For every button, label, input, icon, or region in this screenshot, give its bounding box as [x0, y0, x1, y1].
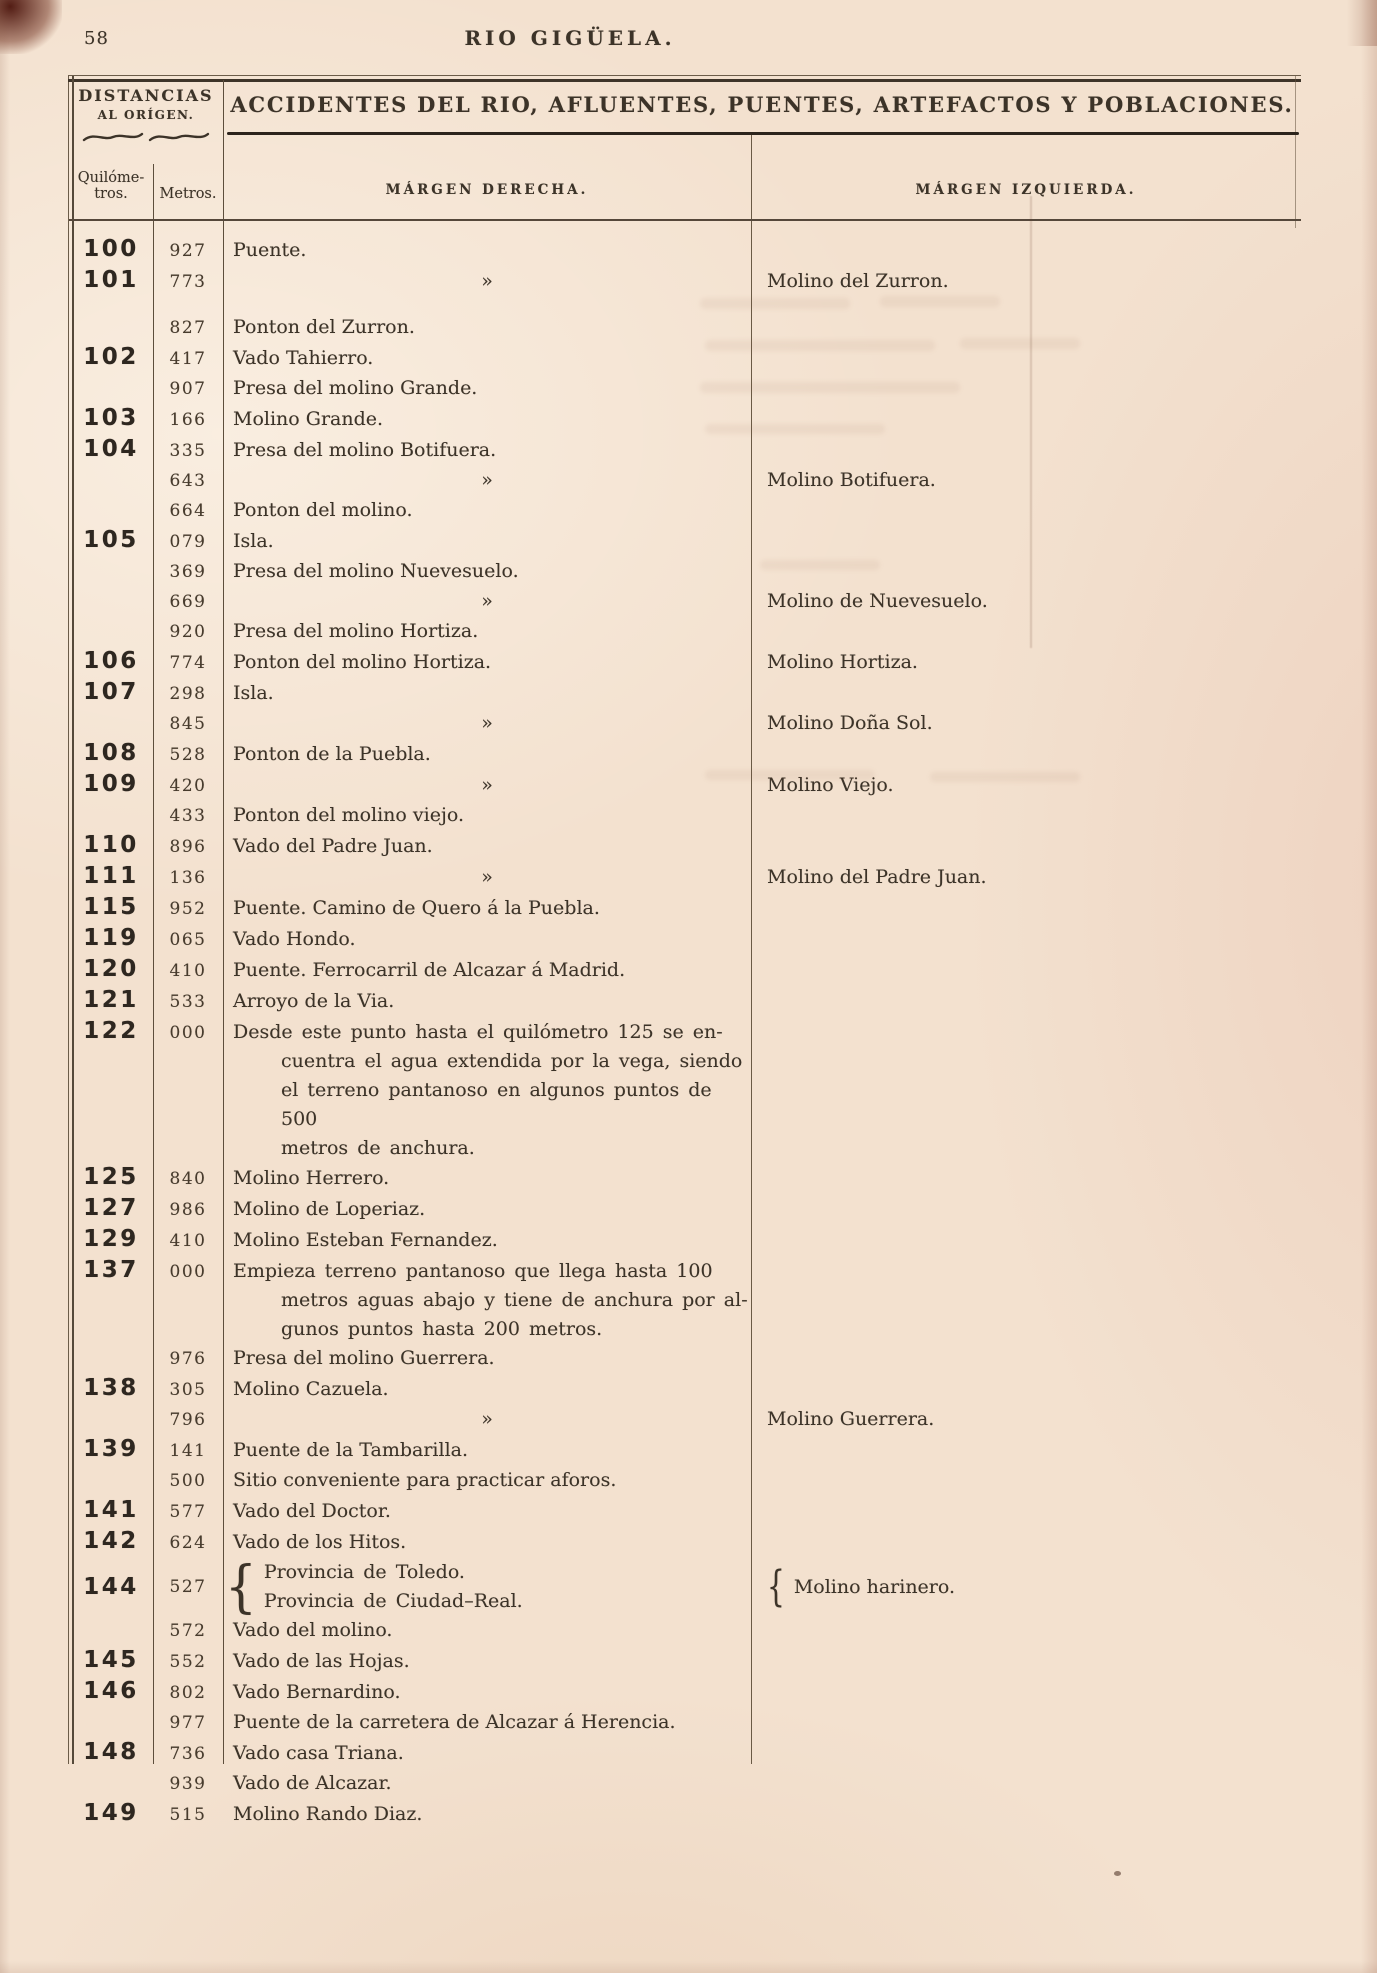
margin-right-entry — [223, 709, 751, 738]
margin-right-entry: Ponton del molino. — [233, 499, 413, 521]
metros-value: 417 — [169, 349, 207, 369]
page-edge-shadow-left — [0, 0, 10, 1973]
margin-right-entry: Ponton del molino Hortiza. — [233, 651, 492, 673]
page-edge-shadow-right — [1361, 0, 1377, 1973]
km-value: 137 — [83, 1257, 139, 1283]
margin-right-entry: Presa del molino Botifuera. — [233, 439, 497, 461]
table-row — [69, 1799, 1301, 1830]
margin-right-entry: Ponton de la Puebla. — [233, 743, 431, 765]
metros-value: 802 — [169, 1683, 207, 1703]
table-row — [69, 955, 1301, 986]
table-row — [69, 404, 1301, 435]
margin-right-entry: Presa del molino Nuevesuelo. — [233, 560, 519, 582]
margin-right-entry: Vado de las Hojas. — [233, 1650, 410, 1672]
metros-value: 572 — [169, 1621, 207, 1641]
distances-header — [69, 86, 223, 143]
km-value: 110 — [83, 832, 139, 858]
margin-right-entry: Vado de Alcazar. — [233, 1772, 392, 1794]
entry-line: metros de anchura. — [281, 1137, 475, 1159]
entry-text: Molino del Zurron. — [767, 270, 949, 292]
table-row — [69, 1256, 1301, 1344]
margin-left-entry — [751, 1561, 1301, 1611]
metros-value: 664 — [169, 501, 207, 521]
page-edge-shadow-bottom — [0, 1961, 1377, 1973]
metros-value: 420 — [169, 776, 207, 796]
km-value: 146 — [83, 1678, 139, 1704]
km-value: 145 — [83, 1647, 139, 1673]
metros-value: 552 — [169, 1652, 207, 1672]
km-value: 119 — [83, 925, 139, 951]
column-headers — [69, 168, 1301, 219]
heavy-header-rule — [227, 132, 1299, 135]
km-value: 101 — [83, 267, 139, 293]
table-row — [69, 343, 1301, 374]
km-value: 148 — [83, 1739, 139, 1765]
table-row — [69, 435, 1301, 466]
table-row — [69, 1646, 1301, 1677]
km-value: 142 — [83, 1528, 139, 1554]
km-value: 106 — [83, 648, 139, 674]
margin-right-entry: Vado de los Hitos. — [233, 1531, 407, 1553]
metros-value: 669 — [169, 592, 207, 612]
table-row — [69, 1496, 1301, 1527]
margin-right-entry — [223, 1554, 751, 1620]
ditto-mark: » — [481, 866, 493, 888]
margin-right-entry — [223, 863, 751, 892]
margin-left-entry — [751, 648, 1301, 677]
table-row — [69, 1163, 1301, 1194]
entry-text: Molino Doña Sol. — [767, 712, 933, 734]
ditto-mark: » — [481, 469, 493, 491]
table-row — [69, 831, 1301, 862]
metros-value: 335 — [169, 441, 207, 461]
margin-right-entry: Ponton del Zurron. — [233, 316, 415, 338]
table-row — [69, 739, 1301, 770]
km-value: 120 — [83, 956, 139, 982]
margin-left-entry — [751, 863, 1301, 892]
col-header-kilometres-line2: tros. — [94, 186, 128, 202]
table-row — [69, 313, 1301, 343]
km-value: 138 — [83, 1375, 139, 1401]
metros-value: 298 — [169, 684, 207, 704]
margin-right-entry: Molino Herrero. — [233, 1167, 390, 1189]
margin-right-entry: Puente. Camino de Quero á la Puebla. — [233, 897, 600, 919]
metros-value: 500 — [169, 1471, 207, 1491]
margin-right-entry: Molino de Loperiaz. — [233, 1198, 426, 1220]
km-value: 125 — [83, 1164, 139, 1190]
margin-right-entry: Arroyo de la Via. — [233, 990, 395, 1012]
metros-value: 896 — [169, 837, 207, 857]
top-double-rule — [68, 79, 1301, 82]
entry-text: Molino Guerrera. — [767, 1408, 935, 1430]
km-value: 103 — [83, 405, 139, 431]
table-row — [69, 893, 1301, 924]
km-value: 139 — [83, 1436, 139, 1462]
brace-icon: { — [225, 1554, 257, 1620]
margin-right-entry: Isla. — [233, 682, 274, 704]
margin-right-entry — [223, 466, 751, 495]
entry-text: Molino harinero. — [793, 1575, 956, 1598]
table-row — [69, 526, 1301, 557]
metros-value: 976 — [169, 1349, 207, 1369]
margin-right-entry — [223, 1257, 751, 1344]
km-value: 102 — [83, 344, 139, 370]
metros-value: 796 — [169, 1410, 207, 1430]
margin-right-entry: Vado Hondo. — [233, 928, 356, 950]
table-row — [69, 1738, 1301, 1769]
margin-right-entry: Puente de la Tambarilla. — [233, 1439, 469, 1461]
entry-line: Provincia de Toledo. — [263, 1561, 465, 1583]
metros-value: 920 — [169, 622, 207, 642]
metros-value: 643 — [169, 471, 207, 491]
km-value: 127 — [83, 1195, 139, 1221]
km-value: 141 — [83, 1497, 139, 1523]
metros-value: 773 — [169, 272, 207, 292]
bleed-through-line — [1030, 196, 1032, 648]
table-row — [69, 924, 1301, 955]
entry-line: Provincia de Ciudad–Real. — [263, 1590, 523, 1612]
margin-right-entry: Vado casa Triana. — [233, 1742, 404, 1764]
margin-right-entry: Presa del molino Guerrera. — [233, 1347, 495, 1369]
km-value: 122 — [83, 1018, 139, 1044]
entry-line: cuentra el agua extendida por la vega, siendo — [281, 1050, 743, 1072]
col-header-metres: Metros. — [159, 186, 217, 202]
col-header-kilometres — [69, 170, 153, 202]
margin-right-entry: Molino Esteban Fernandez. — [233, 1229, 498, 1251]
entry-text: Molino de Nuevesuelo. — [767, 590, 988, 612]
margin-right-entry: Presa del molino Hortiza. — [233, 620, 479, 642]
col-header-right-margin: MÁRGEN DERECHA. — [385, 182, 589, 198]
metros-value: 952 — [169, 899, 207, 919]
margin-right-entry — [223, 771, 751, 800]
margin-right-entry: Puente de la carretera de Alcazar á Herencia. — [233, 1711, 676, 1733]
accidents-header: ACCIDENTES DEL RIO, AFLUENTES, PUENTES, ARTEFACTOS Y POBLACIONES. — [230, 92, 1294, 117]
km-value: 115 — [83, 894, 139, 920]
km-value: 108 — [83, 740, 139, 766]
km-value: 105 — [83, 527, 139, 553]
metros-value: 845 — [169, 714, 207, 734]
table-row — [69, 647, 1301, 678]
km-value: 100 — [83, 236, 139, 262]
page-number: 58 — [84, 28, 109, 49]
table-row — [69, 1017, 1301, 1163]
margin-left-entry — [751, 466, 1301, 495]
page-title: RIO GIGÜELA. — [464, 26, 676, 50]
table-row — [69, 1708, 1301, 1738]
metros-value: 927 — [169, 241, 207, 261]
metros-value: 827 — [169, 318, 207, 338]
margin-right-entry: Vado del Doctor. — [233, 1500, 391, 1522]
table-row — [69, 1344, 1301, 1374]
table-row — [69, 374, 1301, 404]
metros-value: 774 — [169, 653, 207, 673]
km-value: 121 — [83, 987, 139, 1013]
table-row — [69, 266, 1301, 297]
margin-right-entry: Molino Rando Diaz. — [233, 1803, 423, 1825]
table-row — [69, 986, 1301, 1017]
km-value: 149 — [83, 1800, 139, 1826]
metros-value: 369 — [169, 562, 207, 582]
table-row — [69, 1616, 1301, 1646]
table-row — [69, 1374, 1301, 1405]
margin-right-entry — [223, 1405, 751, 1434]
table-row — [69, 1466, 1301, 1496]
margin-right-entry: Vado Tahierro. — [233, 347, 374, 369]
table-row — [69, 557, 1301, 587]
margin-left-entry — [751, 1405, 1301, 1434]
metros-value: 986 — [169, 1200, 207, 1220]
margin-right-entry: Molino Cazuela. — [233, 1378, 389, 1400]
km-value: 129 — [83, 1226, 139, 1252]
col-header-left-margin: MÁRGEN IZQUIERDA. — [915, 182, 1137, 198]
distances-title: DISTANCIAS — [78, 86, 214, 105]
ink-speck — [1114, 1871, 1121, 1876]
metros-value: 515 — [169, 1805, 207, 1825]
ditto-mark: » — [481, 590, 493, 612]
table-body — [69, 219, 1301, 1830]
km-value: 107 — [83, 679, 139, 705]
margin-right-entry: Vado del molino. — [233, 1619, 393, 1641]
entry-line: Desde este punto hasta el quilómetro 125 se en- — [233, 1021, 723, 1043]
km-value: 111 — [83, 863, 139, 889]
entry-text: Molino Viejo. — [767, 774, 894, 796]
metros-value: 410 — [169, 1231, 207, 1251]
margin-right-entry: Ponton del molino viejo. — [233, 804, 464, 826]
col-header-kilometres-line1: Quilóme- — [77, 170, 145, 186]
metros-value: 577 — [169, 1502, 207, 1522]
entry-text: Molino Botifuera. — [767, 469, 936, 491]
table-row — [69, 1225, 1301, 1256]
margin-right-entry: Sitio conveniente para practicar aforos. — [233, 1469, 617, 1491]
km-value: 104 — [83, 436, 139, 462]
margin-right-entry: Puente. — [233, 239, 307, 261]
entry-line: Empieza terreno pantanoso que llega hasta 100 — [233, 1260, 713, 1282]
margin-right-entry: Isla. — [233, 530, 274, 552]
table-row — [69, 617, 1301, 647]
km-value: 144 — [83, 1573, 139, 1600]
table-row — [69, 709, 1301, 739]
entry-line: metros aguas abajo y tiene de anchura por al- — [281, 1289, 748, 1311]
metros-value: 527 — [169, 1576, 207, 1597]
margin-right-entry: Presa del molino Grande. — [233, 377, 478, 399]
province-lines — [264, 1558, 523, 1616]
margin-right-entry: Vado del Padre Juan. — [233, 835, 433, 857]
metros-value: 136 — [169, 868, 207, 888]
table-row — [69, 770, 1301, 801]
table-row — [69, 466, 1301, 496]
table-row — [69, 1769, 1301, 1799]
metros-value: 305 — [169, 1380, 207, 1400]
metros-value: 433 — [169, 806, 207, 826]
metros-value: 000 — [169, 1023, 207, 1043]
ditto-mark: » — [481, 270, 493, 292]
metros-value: 000 — [169, 1262, 207, 1282]
margin-left-entry — [751, 587, 1301, 616]
margin-right-entry: Molino Grande. — [233, 408, 384, 430]
metros-value: 939 — [169, 1774, 207, 1794]
metros-value: 141 — [169, 1441, 207, 1461]
table-row — [69, 1527, 1301, 1558]
table-row — [69, 1194, 1301, 1225]
metros-value: 977 — [169, 1713, 207, 1733]
entry-line: gunos puntos hasta 200 metros. — [281, 1318, 603, 1340]
table-row — [69, 801, 1301, 831]
entry-text: Molino del Padre Juan. — [767, 866, 987, 888]
metros-value: 410 — [169, 961, 207, 981]
distances-subtitle: AL ORÍGEN. — [97, 108, 195, 122]
metros-value: 166 — [169, 410, 207, 430]
ditto-mark: » — [481, 1408, 493, 1430]
ditto-mark: » — [481, 712, 493, 734]
metros-value: 065 — [169, 930, 207, 950]
margin-right-entry — [223, 587, 751, 616]
entry-line: el terreno pantanoso en algunos puntos de 500 — [281, 1079, 712, 1130]
metros-value: 907 — [169, 379, 207, 399]
metros-value: 736 — [169, 1744, 207, 1764]
metros-value: 533 — [169, 992, 207, 1012]
table-row — [69, 496, 1301, 526]
metros-value: 840 — [169, 1169, 207, 1189]
ditto-mark: » — [481, 774, 493, 796]
metros-value: 624 — [169, 1533, 207, 1553]
margin-right-entry — [223, 267, 751, 296]
river-accidents-table — [68, 75, 1301, 1826]
entry-text: Molino Hortiza. — [767, 651, 918, 673]
table-row — [69, 1677, 1301, 1708]
table-row — [69, 1405, 1301, 1435]
table-row — [69, 235, 1301, 266]
table-row — [69, 1435, 1301, 1466]
metros-value: 528 — [169, 745, 207, 765]
margin-left-entry — [751, 709, 1301, 738]
metros-value: 079 — [169, 532, 207, 552]
margin-right-entry: Vado Bernardino. — [233, 1681, 401, 1703]
margin-left-entry — [751, 267, 1301, 296]
table-row — [69, 1554, 1301, 1620]
margin-right-entry: Puente. Ferrocarril de Alcazar á Madrid. — [233, 959, 626, 981]
table-row — [69, 678, 1301, 709]
brace-swash-icon — [69, 131, 223, 143]
brace-icon: { — [767, 1561, 785, 1611]
margin-right-entry — [223, 1018, 751, 1163]
table-row — [69, 587, 1301, 617]
km-value: 109 — [83, 771, 139, 797]
table-row — [69, 862, 1301, 893]
